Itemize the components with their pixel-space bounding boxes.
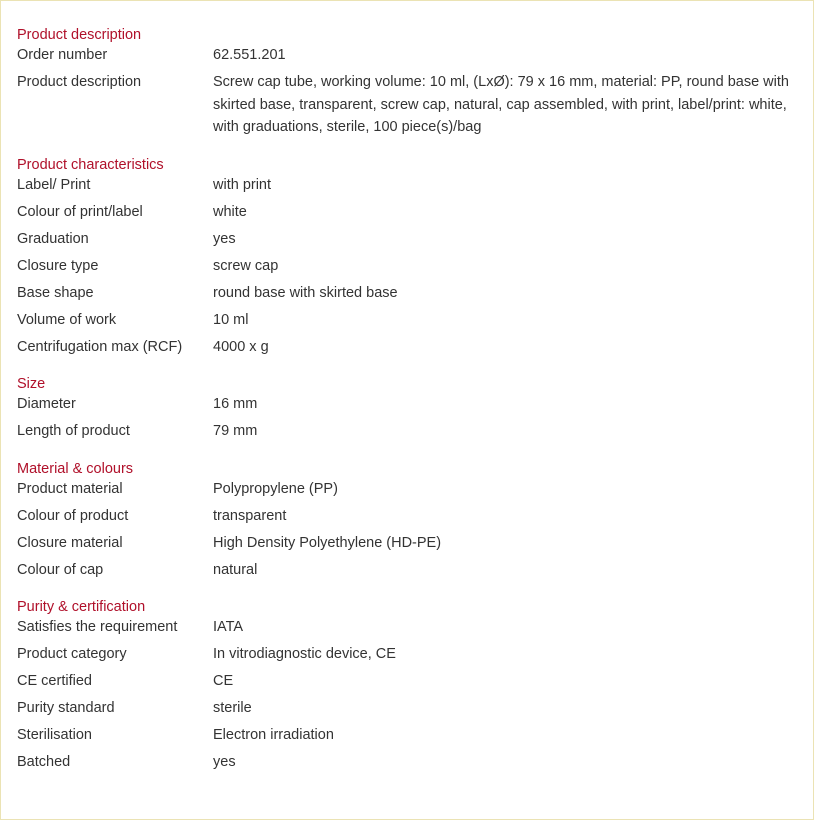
property-label: Volume of work bbox=[17, 311, 117, 328]
property-row bbox=[17, 201, 807, 224]
property-row bbox=[17, 255, 807, 278]
property-value: High Density Polyethylene (HD-PE) bbox=[213, 534, 442, 551]
property-label: Colour of cap bbox=[17, 561, 104, 578]
property-row bbox=[17, 393, 807, 416]
property-label: Closure type bbox=[17, 257, 99, 274]
property-value: 4000 x g bbox=[213, 338, 269, 355]
property-row bbox=[17, 751, 807, 774]
section-title: Purity & certification bbox=[17, 599, 146, 615]
property-row bbox=[17, 724, 807, 747]
property-value: CE bbox=[213, 673, 234, 689]
property-row bbox=[17, 282, 807, 305]
section-title: Size bbox=[17, 376, 46, 392]
property-label: Diameter bbox=[17, 396, 76, 412]
property-label: Sterilisation bbox=[17, 727, 92, 743]
property-value: IATA bbox=[213, 619, 244, 635]
property-label: Order number bbox=[17, 47, 108, 63]
property-label: Base shape bbox=[17, 284, 94, 301]
property-row bbox=[17, 616, 807, 639]
property-value: 62.551.201 bbox=[213, 47, 286, 63]
section-title: Product characteristics bbox=[17, 156, 164, 173]
property-row bbox=[17, 174, 807, 197]
property-value: yes bbox=[213, 754, 236, 770]
property-row bbox=[17, 336, 807, 359]
property-label: CE certified bbox=[17, 673, 92, 689]
property-row bbox=[17, 309, 807, 332]
property-value: Screw cap tube, working volume: 10 ml, (LxØ): 79 x 16 mm, material: PP, round base with skirted base, transparent, screw cap, natural, cap assembled, with print, label/print: white, with graduations, sterile, 100 piece(s)/bag bbox=[213, 74, 789, 135]
property-label: Satisfies the requirement bbox=[17, 619, 178, 635]
property-value: with print bbox=[213, 176, 272, 193]
property-label: Purity standard bbox=[17, 700, 115, 716]
property-label: Length of product bbox=[17, 423, 130, 439]
property-row bbox=[17, 532, 807, 555]
section-title: Material & colours bbox=[17, 460, 134, 477]
property-value: white bbox=[213, 203, 247, 220]
property-value: screw cap bbox=[213, 257, 279, 274]
property-row bbox=[17, 697, 807, 720]
property-label: Centrifugation max (RCF) bbox=[17, 338, 183, 355]
section bbox=[17, 26, 807, 139]
property-value: natural bbox=[213, 561, 258, 578]
property-label: Colour of print/label bbox=[17, 203, 143, 220]
section bbox=[17, 460, 807, 582]
property-label: Product material bbox=[17, 480, 123, 497]
property-row bbox=[17, 559, 807, 582]
property-row bbox=[17, 71, 807, 139]
property-value: transparent bbox=[213, 507, 287, 524]
property-label: Graduation bbox=[17, 230, 89, 247]
property-value: 10 ml bbox=[213, 311, 249, 328]
property-label: Product category bbox=[17, 646, 127, 662]
property-row bbox=[17, 478, 807, 501]
property-row bbox=[17, 420, 807, 443]
section bbox=[17, 156, 807, 359]
property-row bbox=[17, 228, 807, 251]
section-title: Product description bbox=[17, 27, 142, 43]
property-row bbox=[17, 670, 807, 693]
section bbox=[17, 375, 807, 443]
property-label: Colour of product bbox=[17, 507, 129, 524]
property-value: Electron irradiation bbox=[213, 727, 334, 743]
property-value: sterile bbox=[213, 700, 252, 716]
section bbox=[17, 598, 807, 774]
property-row bbox=[17, 44, 807, 67]
property-value: round base with skirted base bbox=[213, 284, 398, 301]
property-value: 79 mm bbox=[213, 423, 258, 439]
property-label: Batched bbox=[17, 754, 71, 770]
property-label: Product description bbox=[17, 74, 142, 90]
property-row bbox=[17, 643, 807, 666]
property-value: Polypropylene (PP) bbox=[213, 480, 338, 497]
property-value: In vitrodiagnostic device, CE bbox=[213, 646, 396, 662]
property-value: yes bbox=[213, 230, 236, 247]
property-row bbox=[17, 505, 807, 528]
product-details-content bbox=[17, 26, 807, 791]
property-label: Label/ Print bbox=[17, 176, 91, 193]
property-value: 16 mm bbox=[213, 396, 258, 412]
property-label: Closure material bbox=[17, 534, 123, 551]
